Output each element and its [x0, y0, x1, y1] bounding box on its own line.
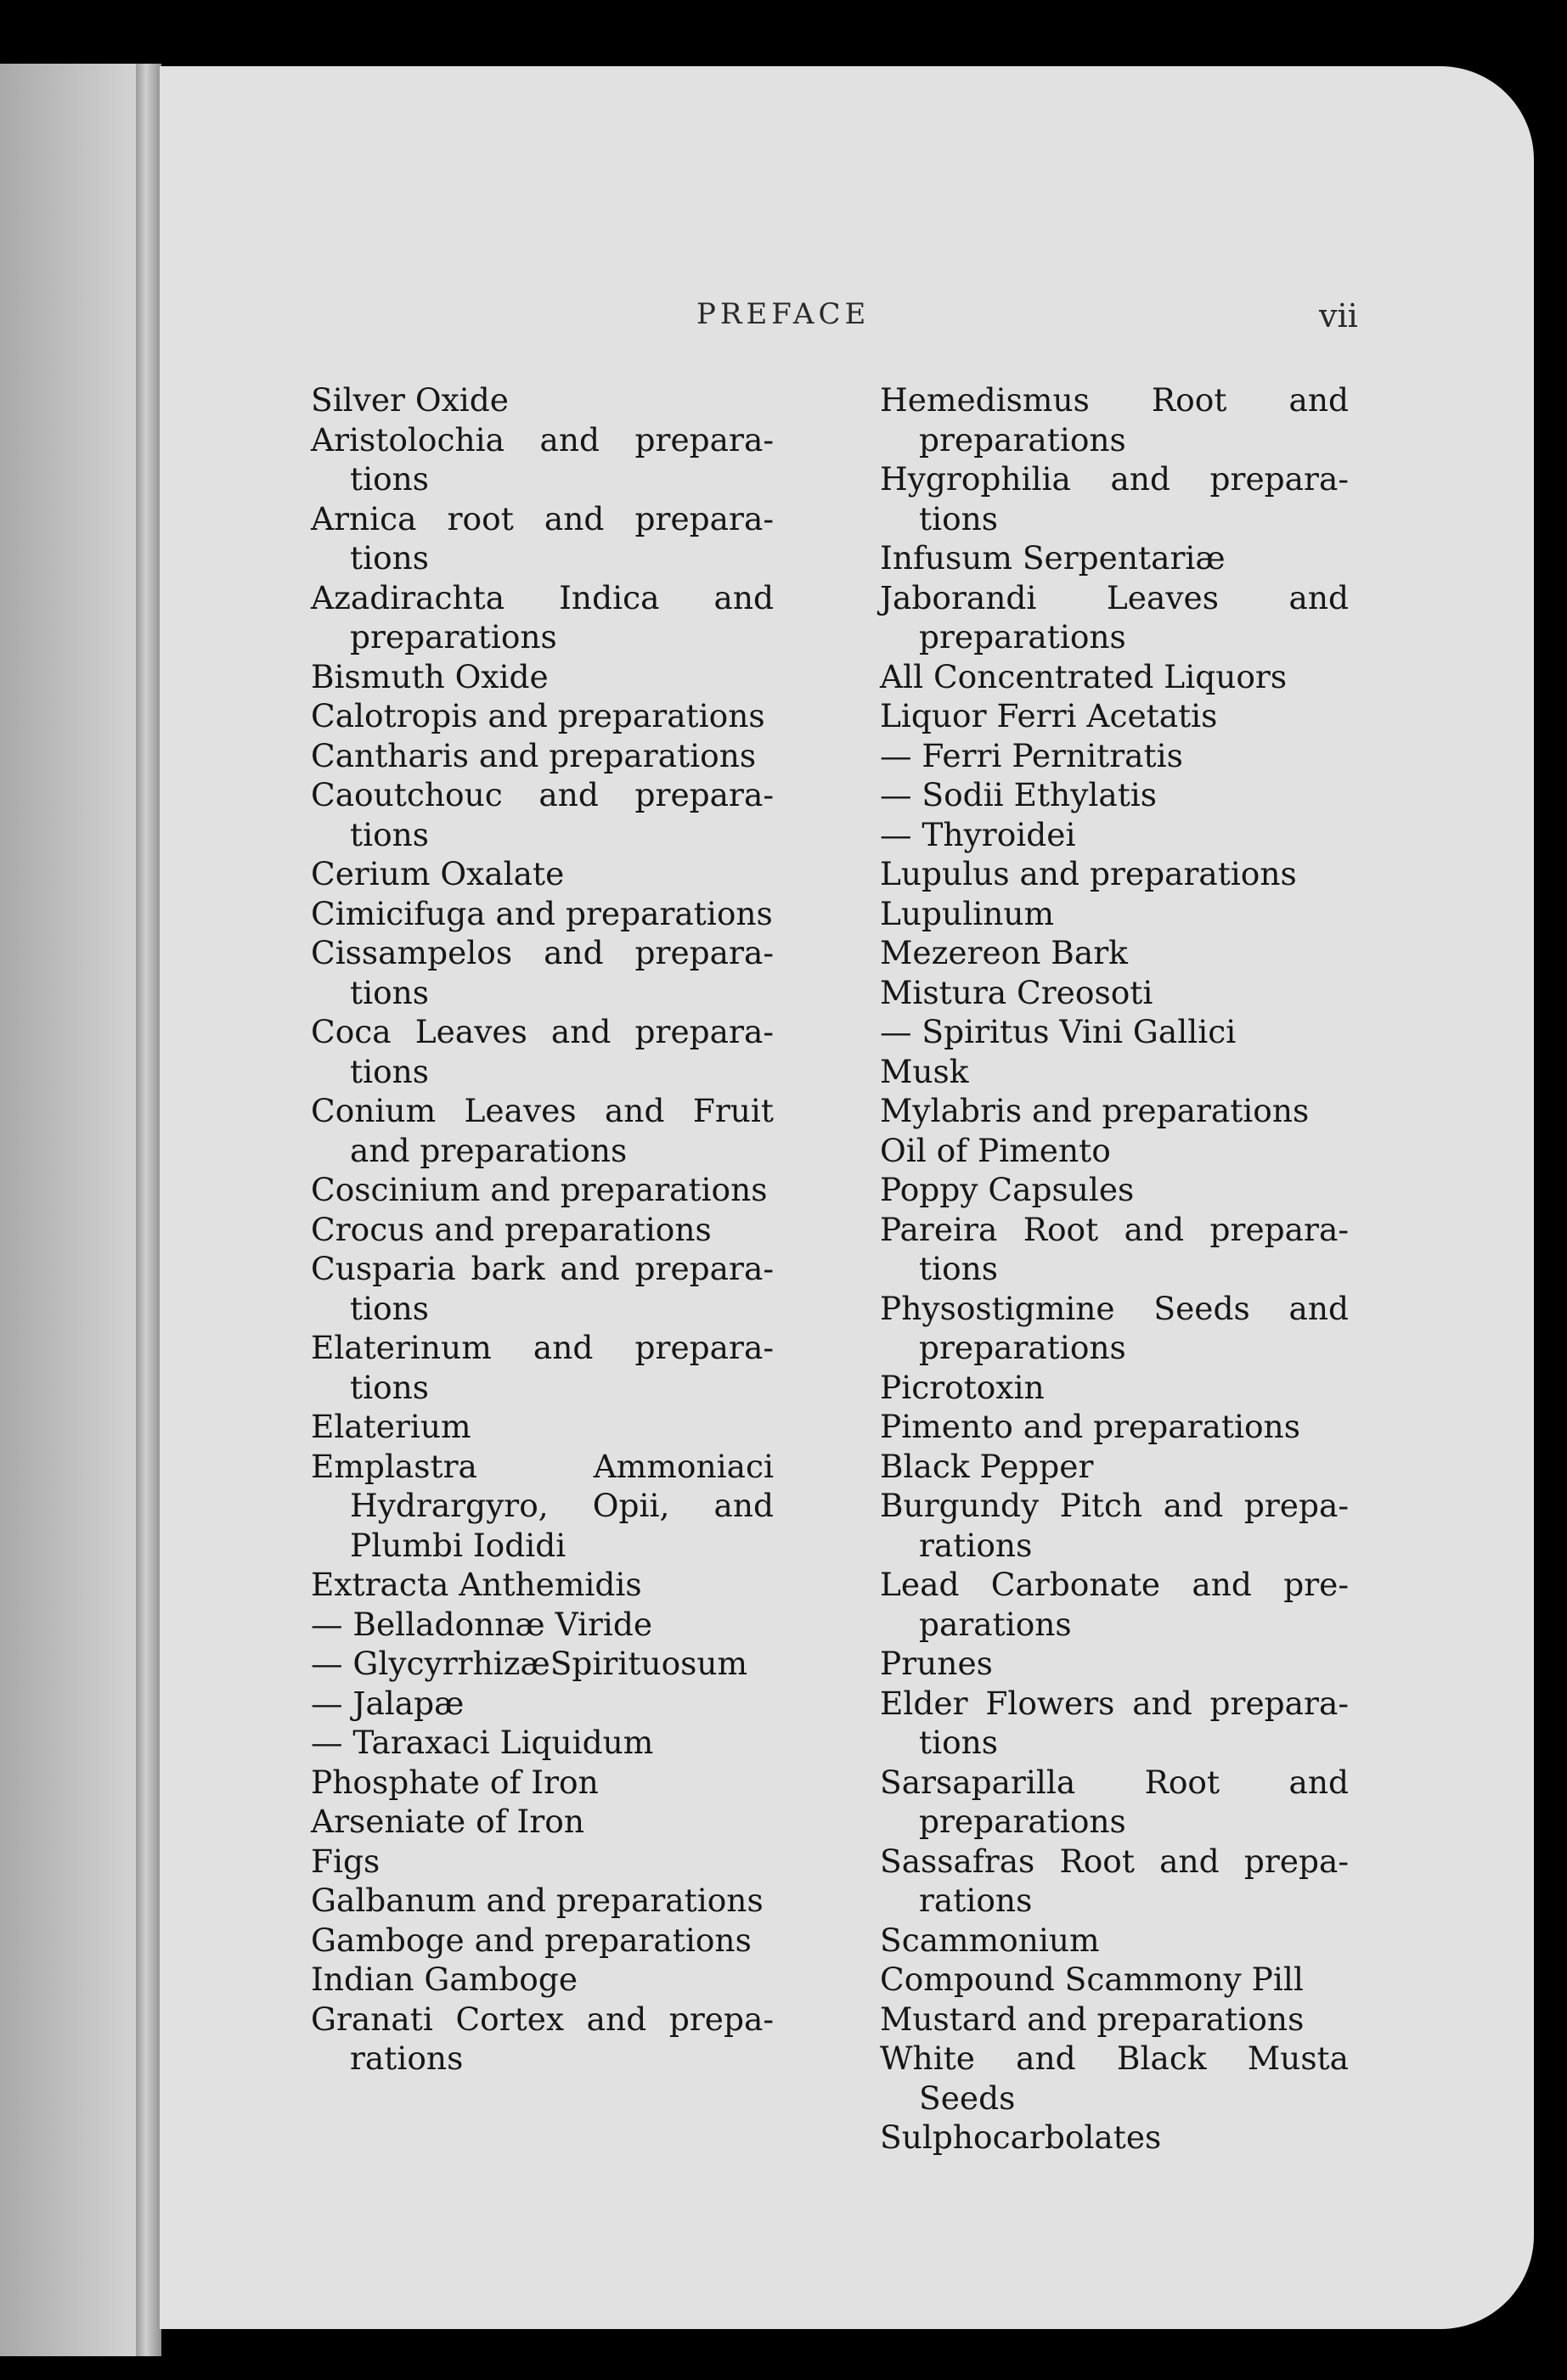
index-entry: Elaterinum and preparations	[311, 1329, 774, 1406]
index-entry: — Jalapæ	[311, 1684, 465, 1722]
index-entry: — Spiritus Vini Gallici	[880, 1013, 1237, 1050]
index-entry: Galbanum and preparations	[311, 1882, 764, 1919]
index-entry: — Belladonnæ Viride	[311, 1605, 653, 1643]
index-entry: Musk	[880, 1052, 969, 1090]
index-entry: — Ferri Pernitratis	[880, 736, 1183, 774]
index-entry: All Concentrated Liquors	[880, 657, 1288, 695]
index-entry: Extracta Anthemidis	[311, 1566, 642, 1603]
index-entry: Cimicifuga and preparations	[311, 894, 773, 932]
running-head-title: PREFACE	[696, 297, 871, 331]
index-entry: Arseniate of Iron	[311, 1803, 584, 1840]
index-entry: Lupulinum	[880, 894, 1055, 932]
index-entry: — Taraxaci Liquidum	[311, 1724, 654, 1761]
index-entry: Elaterium	[311, 1408, 471, 1445]
index-entry: Pimento and preparations	[880, 1408, 1300, 1445]
index-entry: Infusum Serpentariæ	[880, 539, 1226, 577]
index-entry: Jaborandi Leaves and preparations	[880, 578, 1349, 655]
index-entry: Gamboge and preparations	[311, 1921, 752, 1959]
index-entry: Burgundy Pitch and preparations	[880, 1487, 1349, 1564]
index-entry: Physostigmine Seeds and preparations	[880, 1289, 1349, 1366]
index-entry: Emplastra Ammoniaci Hydrargyro, Opii, and Plumbi Iodidi	[311, 1447, 774, 1564]
index-entry: Black Pepper	[880, 1447, 1094, 1485]
index-entry: Silver Oxide	[311, 381, 509, 419]
index-entry: Compound Scammony Pill	[880, 1961, 1304, 1998]
index-entry: Scammonium	[880, 1921, 1100, 1959]
index-entry: — GlycyrrhizæSpirituosum	[311, 1645, 748, 1682]
left-column-list	[311, 380, 774, 2079]
index-entry: Coscinium and preparations	[311, 1171, 768, 1208]
index-entry: Liquor Ferri Acetatis	[880, 697, 1218, 734]
index-entry: Caoutchouc and preparations	[311, 776, 774, 853]
index-entry: Bismuth Oxide	[311, 657, 549, 695]
index-entry: — Thyroidei	[880, 815, 1076, 853]
index-entry: Cerium Oxalate	[311, 855, 565, 892]
page-number: vii	[1319, 297, 1358, 335]
index-entry: Conium Leaves and Fruit and preparations	[311, 1092, 774, 1169]
index-entry: Sassafras Root and preparations	[880, 1842, 1349, 1919]
index-entry: Cantharis and preparations	[311, 736, 757, 774]
index-entry: Aristolochia and preparations	[311, 420, 774, 498]
index-entry: Oil of Pimento	[880, 1131, 1111, 1169]
running-head	[160, 297, 1534, 340]
index-entry: Mezereon Bark	[880, 934, 1128, 971]
index-entry: Prunes	[880, 1645, 993, 1682]
index-entry: Mylabris and preparations	[880, 1092, 1310, 1129]
index-entry: Sarsaparilla Root and preparations	[880, 1763, 1349, 1840]
index-entry: Poppy Capsules	[880, 1171, 1135, 1208]
index-entry: Coca Leaves and preparations	[311, 1013, 774, 1090]
index-entry: Cusparia bark and preparations	[311, 1250, 774, 1327]
index-entry: Crocus and preparations	[311, 1210, 712, 1248]
index-entry: Hemedismus Root and preparations	[880, 381, 1349, 459]
previous-page-edge	[0, 64, 151, 2356]
index-entry: Picrotoxin	[880, 1368, 1045, 1406]
book-page	[160, 66, 1534, 2329]
index-entry: Mustard and preparations	[880, 2000, 1305, 2038]
index-entry: Calotropis and preparations	[311, 697, 765, 734]
index-entry: Figs	[311, 1842, 380, 1880]
index-entry: Arnica root and preparations	[311, 499, 774, 577]
index-entry: Cissampelos and preparations	[311, 934, 774, 1011]
index-entry: White and Black Musta Seeds	[880, 2040, 1349, 2117]
index-entry: Indian Gamboge	[311, 1961, 578, 1998]
index-entry: Phosphate of Iron	[311, 1763, 599, 1801]
index-entry: Elder Flowers and preparations	[880, 1684, 1349, 1761]
index-entry: Sulphocarbolates	[880, 2118, 1162, 2156]
index-entry: Lupulus and preparations	[880, 855, 1297, 892]
index-entry: Granati Cortex and preparations	[311, 2000, 774, 2077]
book-gutter	[136, 64, 161, 2356]
index-entry: Pareira Root and preparations	[880, 1210, 1349, 1287]
index-entry: — Sodii Ethylatis	[880, 776, 1158, 813]
index-entry: Lead Carbonate and preparations	[880, 1566, 1349, 1643]
index-entry: Mistura Creosoti	[880, 973, 1153, 1011]
index-entry: Azadirachta Indica and preparations	[311, 578, 774, 655]
index-entry: Hygrophilia and preparations	[880, 460, 1349, 537]
right-column-list	[880, 380, 1349, 2158]
